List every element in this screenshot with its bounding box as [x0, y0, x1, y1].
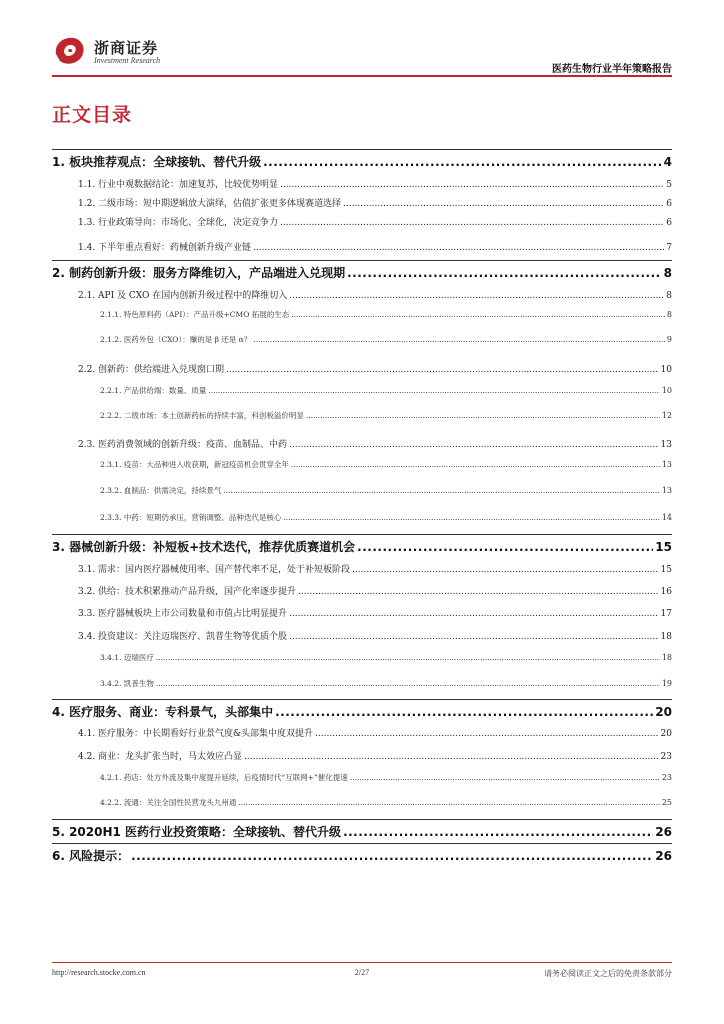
toc-entry-page: 26: [655, 849, 672, 863]
toc-entry-page: 6: [666, 199, 672, 209]
toc-entry[interactable]: [52, 177, 672, 190]
toc-entry-page: 13: [661, 460, 672, 469]
toc-leader-dots: [208, 386, 659, 395]
toc-entry-title: 2.1.1. 特色原料药（API）：产品升级+CMO 拓展的生态: [100, 310, 290, 319]
toc-entry[interactable]: [52, 196, 672, 209]
toc-entry-title: 2.1.2. 医药外包（CXO）：赚的是 β 还是 α？: [100, 335, 252, 344]
toc-entry-page: 23: [661, 773, 672, 782]
page-header: [52, 32, 672, 76]
toc-entry[interactable]: [52, 538, 672, 555]
toc-entry-page: 18: [661, 653, 672, 662]
toc-entry-title: 2. 制药创新升级：服务方降维切入，产品端进入兑现期: [52, 266, 346, 280]
toc-entry[interactable]: [52, 823, 672, 840]
toc-entry-title: 1. 板块推荐观点：全球接轨、替代升级: [52, 155, 262, 169]
toc-entry-title: 2.2.1. 产品供给端：数量、质量: [100, 386, 207, 395]
toc-leader-dots: [226, 365, 659, 375]
toc-entry[interactable]: [52, 437, 672, 450]
toc-leader-dots: [350, 773, 660, 782]
toc-entry[interactable]: [52, 153, 672, 170]
toc-entry[interactable]: [52, 240, 672, 253]
header-divider: [52, 75, 672, 77]
toc-leader-dots: [352, 565, 659, 575]
toc-entry[interactable]: [52, 772, 672, 783]
logo-chinese-text: 浙商证券: [94, 39, 159, 57]
toc-leader-dots: [253, 243, 664, 253]
toc-entry-page: 25: [661, 798, 672, 807]
toc-entry-title: 3.2. 供给：技术积累推动产品升级，国产化率逐步提升: [78, 587, 297, 597]
toc-entry[interactable]: [52, 485, 672, 496]
toc-entry-title: 5. 2020H1 医药行业投资策略：全球接轨、替代升级: [52, 825, 342, 839]
toc-entry-title: 3.3. 医疗器械板块上市公司数量和市值占比明显提升: [78, 609, 288, 619]
toc-leader-dots: [275, 705, 653, 719]
section-rule: [52, 843, 672, 844]
toc-entry-page: 15: [660, 565, 672, 575]
toc-leader-dots: [223, 486, 659, 495]
toc-entry-page: 23: [660, 752, 672, 762]
section-rule: [52, 699, 672, 700]
toc-entry-title: 3. 器械创新升级：补短板+技术迭代，推荐优质赛道机会: [52, 540, 356, 554]
toc-leader-dots: [283, 513, 659, 522]
toc-heading: 正文目录: [52, 104, 133, 126]
toc-entry-title: 2.1. API 及 CXO 在国内创新升级过程中的降维切入: [78, 291, 288, 301]
toc-entry-title: 3.4. 投资建议：关注迈瑞医疗、凯普生物等优质个股: [78, 632, 288, 642]
toc-entry[interactable]: [52, 629, 672, 642]
toc-leader-dots: [343, 199, 664, 209]
section-rule: [52, 534, 672, 535]
toc-entry-title: 2.3.3. 中药：短期仍承压，营销调整、品种迭代是核心: [100, 513, 282, 522]
toc-leader-dots: [289, 291, 664, 301]
toc-entry[interactable]: [52, 703, 672, 720]
toc-leader-dots: [289, 440, 659, 450]
toc-entry[interactable]: [52, 309, 672, 320]
toc-entry[interactable]: [52, 288, 672, 301]
toc-entry-page: 19: [661, 679, 672, 688]
toc-entry[interactable]: [52, 334, 672, 345]
toc-leader-dots: [357, 540, 653, 554]
toc-entry-page: 8: [663, 266, 672, 280]
toc-entry-title: 1.1. 行业中观数据结论：加速复苏，比较优势明显: [78, 180, 279, 190]
toc-leader-dots: [298, 587, 659, 597]
toc-entry-page: 13: [660, 440, 672, 450]
toc-entry-page: 18: [660, 632, 672, 642]
toc-entry-page: 10: [660, 365, 672, 375]
toc-entry-title: 2.3.2. 血制品：供需决定，持续景气: [100, 486, 222, 495]
toc-entry-page: 14: [661, 513, 672, 522]
toc-entry-title: 2.3.1. 疫苗：大品种进入收获期，新冠疫苗机会贯穿全年: [100, 460, 289, 469]
toc-entry-page: 15: [655, 540, 672, 554]
toc-leader-dots: [315, 729, 658, 739]
toc-entry[interactable]: [52, 215, 672, 228]
toc-leader-dots: [131, 849, 653, 863]
toc-entry-title: 2.2.2. 二级市场：本土创新药标的持续丰富，科创板溢价明显: [100, 411, 304, 420]
toc-entry-title: 2.2. 创新药：供给端进入兑现窗口期: [78, 365, 225, 375]
toc-entry[interactable]: [52, 562, 672, 575]
toc-leader-dots: [280, 218, 664, 228]
toc-entry[interactable]: [52, 512, 672, 523]
toc-leader-dots: [306, 411, 660, 420]
toc-entry-title: 6. 风险提示：: [52, 849, 130, 863]
toc-entry-page: 12: [661, 411, 672, 420]
footer-url[interactable]: http://research.stocke.com.cn: [52, 968, 146, 977]
footer-page-number: 2/27: [354, 968, 370, 977]
toc-entry-title: 4.2.2. 流通：关注全国性民营龙头九州通: [100, 798, 237, 807]
toc-entry-page: 7: [666, 243, 672, 253]
toc-entry[interactable]: [52, 652, 672, 663]
toc-leader-dots: [291, 460, 660, 469]
toc-leader-dots: [347, 266, 662, 280]
section-rule: [52, 149, 672, 150]
toc-entry-title: 1.4. 下半年重点看好：药械创新升级产业链: [78, 243, 252, 253]
toc-entry-title: 3.1. 需求：国内医疗器械使用率、国产替代率不足，处于补短板阶段: [78, 565, 351, 575]
toc-entry-title: 4.2. 商业：龙头扩张当时，马太效应凸显: [78, 752, 243, 762]
toc-entry[interactable]: [52, 362, 672, 375]
toc-entry[interactable]: [52, 584, 672, 597]
toc-entry-page: 20: [655, 705, 672, 719]
toc-entry-page: 20: [660, 729, 672, 739]
footer-divider: [52, 962, 672, 963]
toc-leader-dots: [343, 825, 653, 839]
toc-entry-title: 4.1. 医疗服务：中长期看好行业景气度&头部集中度双提升: [78, 729, 314, 739]
toc-entry[interactable]: [52, 385, 672, 396]
toc-leader-dots: [156, 679, 660, 688]
toc-leader-dots: [291, 310, 665, 319]
toc-entry-page: 8: [666, 291, 672, 301]
toc-entry-page: 10: [661, 386, 672, 395]
toc-entry-page: 16: [660, 587, 672, 597]
toc-entry-page: 4: [663, 155, 672, 169]
toc-entry-page: 13: [661, 486, 672, 495]
toc-entry-title: 1.2. 二级市场：短中期逻辑放大演绎，估值扩张更多体现赛道选择: [78, 199, 342, 209]
toc-entry-page: 8: [666, 310, 672, 319]
toc-entry[interactable]: [52, 606, 672, 619]
logo-english-text: Investment Research: [94, 56, 161, 65]
toc-entry[interactable]: [52, 264, 672, 281]
toc-entry[interactable]: [52, 847, 672, 864]
section-rule: [52, 260, 672, 261]
toc-leader-dots: [238, 798, 659, 807]
toc-entry-title: 2.3. 医药消费领域的创新升级：疫苗、血制品、中药: [78, 440, 288, 450]
toc-entry-title: 3.4.1. 迈瑞医疗: [100, 653, 154, 662]
toc-entry[interactable]: [52, 797, 672, 808]
toc-entry-page: 5: [666, 180, 672, 190]
toc-leader-dots: [263, 155, 662, 169]
toc-leader-dots: [289, 632, 659, 642]
toc-entry[interactable]: [52, 726, 672, 739]
toc-entry-title: 4.2.1. 药店：处方外流及集中度提升延续，后疫情时代“互联网+”催化提速: [100, 773, 348, 782]
toc-entry[interactable]: [52, 410, 672, 421]
toc-leader-dots: [253, 335, 665, 344]
toc-leader-dots: [244, 752, 659, 762]
toc-entry[interactable]: [52, 678, 672, 689]
toc-entry-title: 1.3. 行业政策导向：市场化、全球化，决定竞争力: [78, 218, 279, 228]
toc-entry-title: 4. 医疗服务、商业：专科景气，头部集中: [52, 705, 274, 719]
toc-entry-page: 6: [666, 218, 672, 228]
toc-entry[interactable]: [52, 459, 672, 470]
toc-entry-page: 26: [655, 825, 672, 839]
toc-entry-page: 9: [666, 335, 672, 344]
report-title: 医药生物行业半年策略报告: [552, 64, 672, 75]
toc-entry-title: 3.4.2. 凯普生物: [100, 679, 154, 688]
footer-disclaimer: 请务必阅读正文之后的免责条款部分: [544, 969, 672, 978]
toc-leader-dots: [156, 653, 660, 662]
company-logo-icon: [52, 34, 88, 66]
toc-entry[interactable]: [52, 749, 672, 762]
toc-entry-page: 17: [660, 609, 672, 619]
toc-leader-dots: [289, 609, 659, 619]
section-rule: [52, 819, 672, 820]
toc-leader-dots: [280, 180, 664, 190]
